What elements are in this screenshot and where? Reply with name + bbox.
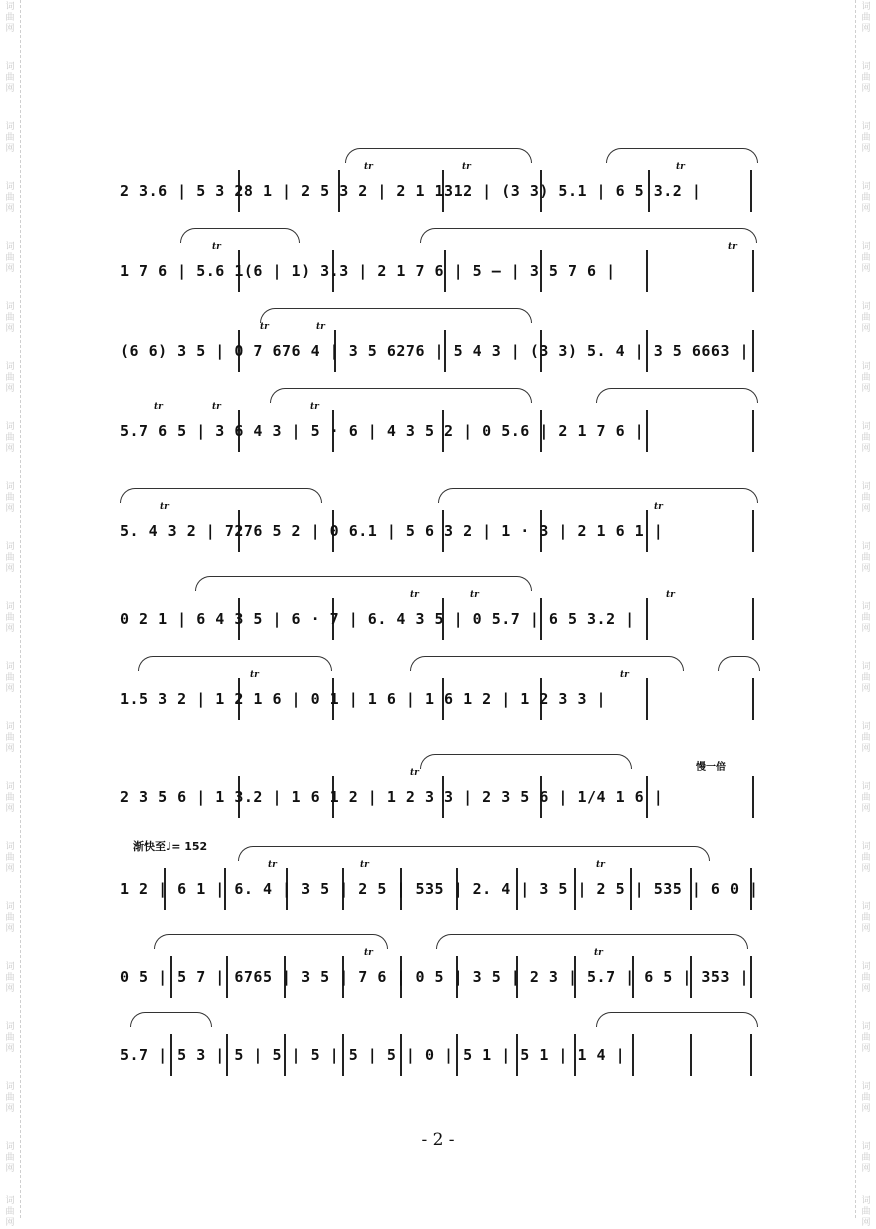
- trill-mark: tr: [154, 402, 163, 412]
- staff-row-10: [120, 938, 765, 1018]
- notation-line: 1 2 | 6 1 | 6. 4 | 3 5 | 2 5 | 535 | 2. 4 | 3 5 | 2 5 | 535 | 6 0 |: [120, 880, 759, 898]
- staff-row-5: [120, 492, 765, 572]
- watermark: 词 曲 网: [5, 62, 15, 94]
- trill-mark: tr: [596, 860, 605, 870]
- slur: [120, 488, 322, 503]
- staff-row-6: [120, 580, 765, 660]
- watermark: 词 曲 网: [861, 482, 871, 514]
- staff-row-11: [120, 1016, 765, 1096]
- watermark: 词 曲 网: [5, 302, 15, 334]
- watermark: 词 曲 网: [861, 722, 871, 754]
- slur: [718, 656, 760, 671]
- watermark: 词 曲 网: [5, 482, 15, 514]
- watermark: 词 曲 网: [5, 962, 15, 994]
- slur: [420, 228, 757, 243]
- trill-mark: tr: [728, 242, 737, 252]
- watermark: 词 曲 网: [861, 542, 871, 574]
- notation-line: 0 2 1 | 6 4 3 5 | 6 · 7 | 6. 4 3 5 | 0 5.7 | 6 5 3.2 |: [120, 610, 635, 628]
- slur: [436, 934, 748, 949]
- watermark: 词 曲 网: [5, 422, 15, 454]
- watermark: 词 曲 网: [861, 662, 871, 694]
- slur: [596, 388, 758, 403]
- trill-mark: tr: [212, 402, 221, 412]
- trill-mark: tr: [594, 948, 603, 958]
- left-margin: [0, 0, 21, 1228]
- watermark: 词 曲 网: [5, 1142, 15, 1174]
- watermark: 词 曲 网: [861, 782, 871, 814]
- trill-mark: tr: [364, 948, 373, 958]
- watermark: 词 曲 网: [861, 242, 871, 274]
- watermark: 词 曲 网: [861, 602, 871, 634]
- watermark: 词 曲 网: [5, 1022, 15, 1054]
- slur: [138, 656, 332, 671]
- slur: [438, 488, 758, 503]
- notation-line: 2 3.6 | 5 3 28 1 | 2 5 3 2 | 2 1 1312 | (3 3) 5.1 | 6 5 3.2 |: [120, 182, 702, 200]
- trill-mark: tr: [462, 162, 471, 172]
- watermark: 词 曲 网: [5, 662, 15, 694]
- staff-row-3: [120, 312, 765, 392]
- watermark: 词 曲 网: [861, 842, 871, 874]
- slur: [270, 388, 532, 403]
- watermark: 词 曲 网: [861, 62, 871, 94]
- notation-line: 1 7 6 | 5.6 1(6 | 1) 3.3 | 2 1 7 6 | 5 — | 3 5 7 6 |: [120, 262, 616, 280]
- watermark: 词 曲 网: [5, 2, 15, 34]
- watermark: 词 曲 网: [861, 1082, 871, 1114]
- trill-mark: tr: [666, 590, 675, 600]
- slur: [195, 576, 532, 591]
- slur: [154, 934, 388, 949]
- trill-mark: tr: [470, 590, 479, 600]
- trill-mark: tr: [310, 402, 319, 412]
- slur: [410, 656, 684, 671]
- trill-mark: tr: [212, 242, 221, 252]
- notation-line: 5. 4 3 2 | 7276 5 2 | 0 6.1 | 5 6 3 2 | 1 · 3 | 2 1 6 1 |: [120, 522, 664, 540]
- watermark: 词 曲 网: [5, 842, 15, 874]
- slur: [420, 754, 632, 769]
- watermark: 词 曲 网: [5, 182, 15, 214]
- watermark: 词 曲 网: [5, 722, 15, 754]
- watermark: 词 曲 网: [5, 542, 15, 574]
- trill-mark: tr: [654, 502, 663, 512]
- watermark: 词 曲 网: [861, 1142, 871, 1174]
- slur: [180, 228, 300, 243]
- slur: [130, 1012, 212, 1027]
- staff-row-7: [120, 660, 765, 740]
- watermark: 词 曲 网: [5, 902, 15, 934]
- watermark: 词 曲 网: [861, 1022, 871, 1054]
- trill-mark: tr: [360, 860, 369, 870]
- watermark: 词 曲 网: [5, 782, 15, 814]
- notation-line: 1.5 3 2 | 1 2 1 6 | 0 1 | 1 6 | 1 6 1 2 | 1 2 3 3 |: [120, 690, 607, 708]
- staff-row-9: [120, 850, 765, 930]
- watermark: 词 曲 网: [5, 1196, 15, 1228]
- trill-mark: tr: [250, 670, 259, 680]
- notation-line: 5.7 6 5 | 3 6 4 3 | 5 · 6 | 4 3 5 2 | 0 5.6 | 2 1 7 6 |: [120, 422, 645, 440]
- slur: [606, 148, 758, 163]
- watermark: 词 曲 网: [861, 182, 871, 214]
- staff-row-4: [120, 392, 765, 472]
- trill-mark: tr: [316, 322, 325, 332]
- tempo-marking: 渐快至♩= 152: [133, 840, 208, 853]
- watermark: 词 曲 网: [5, 362, 15, 394]
- staff-row-1: [120, 152, 765, 232]
- trill-mark: tr: [410, 768, 419, 778]
- watermark: 词 曲 网: [861, 902, 871, 934]
- page-number: - 2 -: [421, 1130, 455, 1150]
- trill-mark: tr: [160, 502, 169, 512]
- trill-mark: tr: [620, 670, 629, 680]
- right-margin: [855, 0, 876, 1228]
- watermark: 词 曲 网: [861, 1196, 871, 1228]
- watermark: 词 曲 网: [5, 122, 15, 154]
- watermark: 词 曲 网: [5, 602, 15, 634]
- watermark: 词 曲 网: [5, 242, 15, 274]
- notation-line: 0 5 | 5 7 | 6765 | 3 5 | 7 6 | 0 5 | 3 5 | 2 3 | 5.7 | 6 5 | 353 |: [120, 968, 750, 986]
- watermark: 词 曲 网: [861, 422, 871, 454]
- watermark: 词 曲 网: [5, 1082, 15, 1114]
- trill-mark: tr: [268, 860, 277, 870]
- notation-line: 5.7 | 5 3 | 5 | 5 | 5 | 5 | 5 | 0 | 5 1 | 5 1 | 1 4 |: [120, 1046, 626, 1064]
- tempo-slower-label: 慢一倍: [696, 762, 726, 773]
- watermark: 词 曲 网: [861, 122, 871, 154]
- notation-line: (6 6) 3 5 | 0 7 676 4 | 3 5 6276 | 5 4 3 | (3 3) 5. 4 | 3 5 6663 |: [120, 342, 750, 360]
- watermark: 词 曲 网: [861, 302, 871, 334]
- watermark: 词 曲 网: [861, 362, 871, 394]
- trill-mark: tr: [410, 590, 419, 600]
- watermark: 词 曲 网: [861, 962, 871, 994]
- trill-mark: tr: [676, 162, 685, 172]
- staff-row-2: [120, 232, 765, 312]
- watermark: 词 曲 网: [861, 2, 871, 34]
- notation-line: 2 3 5 6 | 1 3.2 | 1 6 1 2 | 1 2 3 3 | 2 3 5 6 | 1/4 1 6 |: [120, 788, 664, 806]
- slur: [596, 1012, 758, 1027]
- trill-mark: tr: [260, 322, 269, 332]
- trill-mark: tr: [364, 162, 373, 172]
- staff-row-8: [120, 758, 765, 838]
- slur: [345, 148, 532, 163]
- slur: [238, 846, 710, 861]
- slur: [260, 308, 532, 323]
